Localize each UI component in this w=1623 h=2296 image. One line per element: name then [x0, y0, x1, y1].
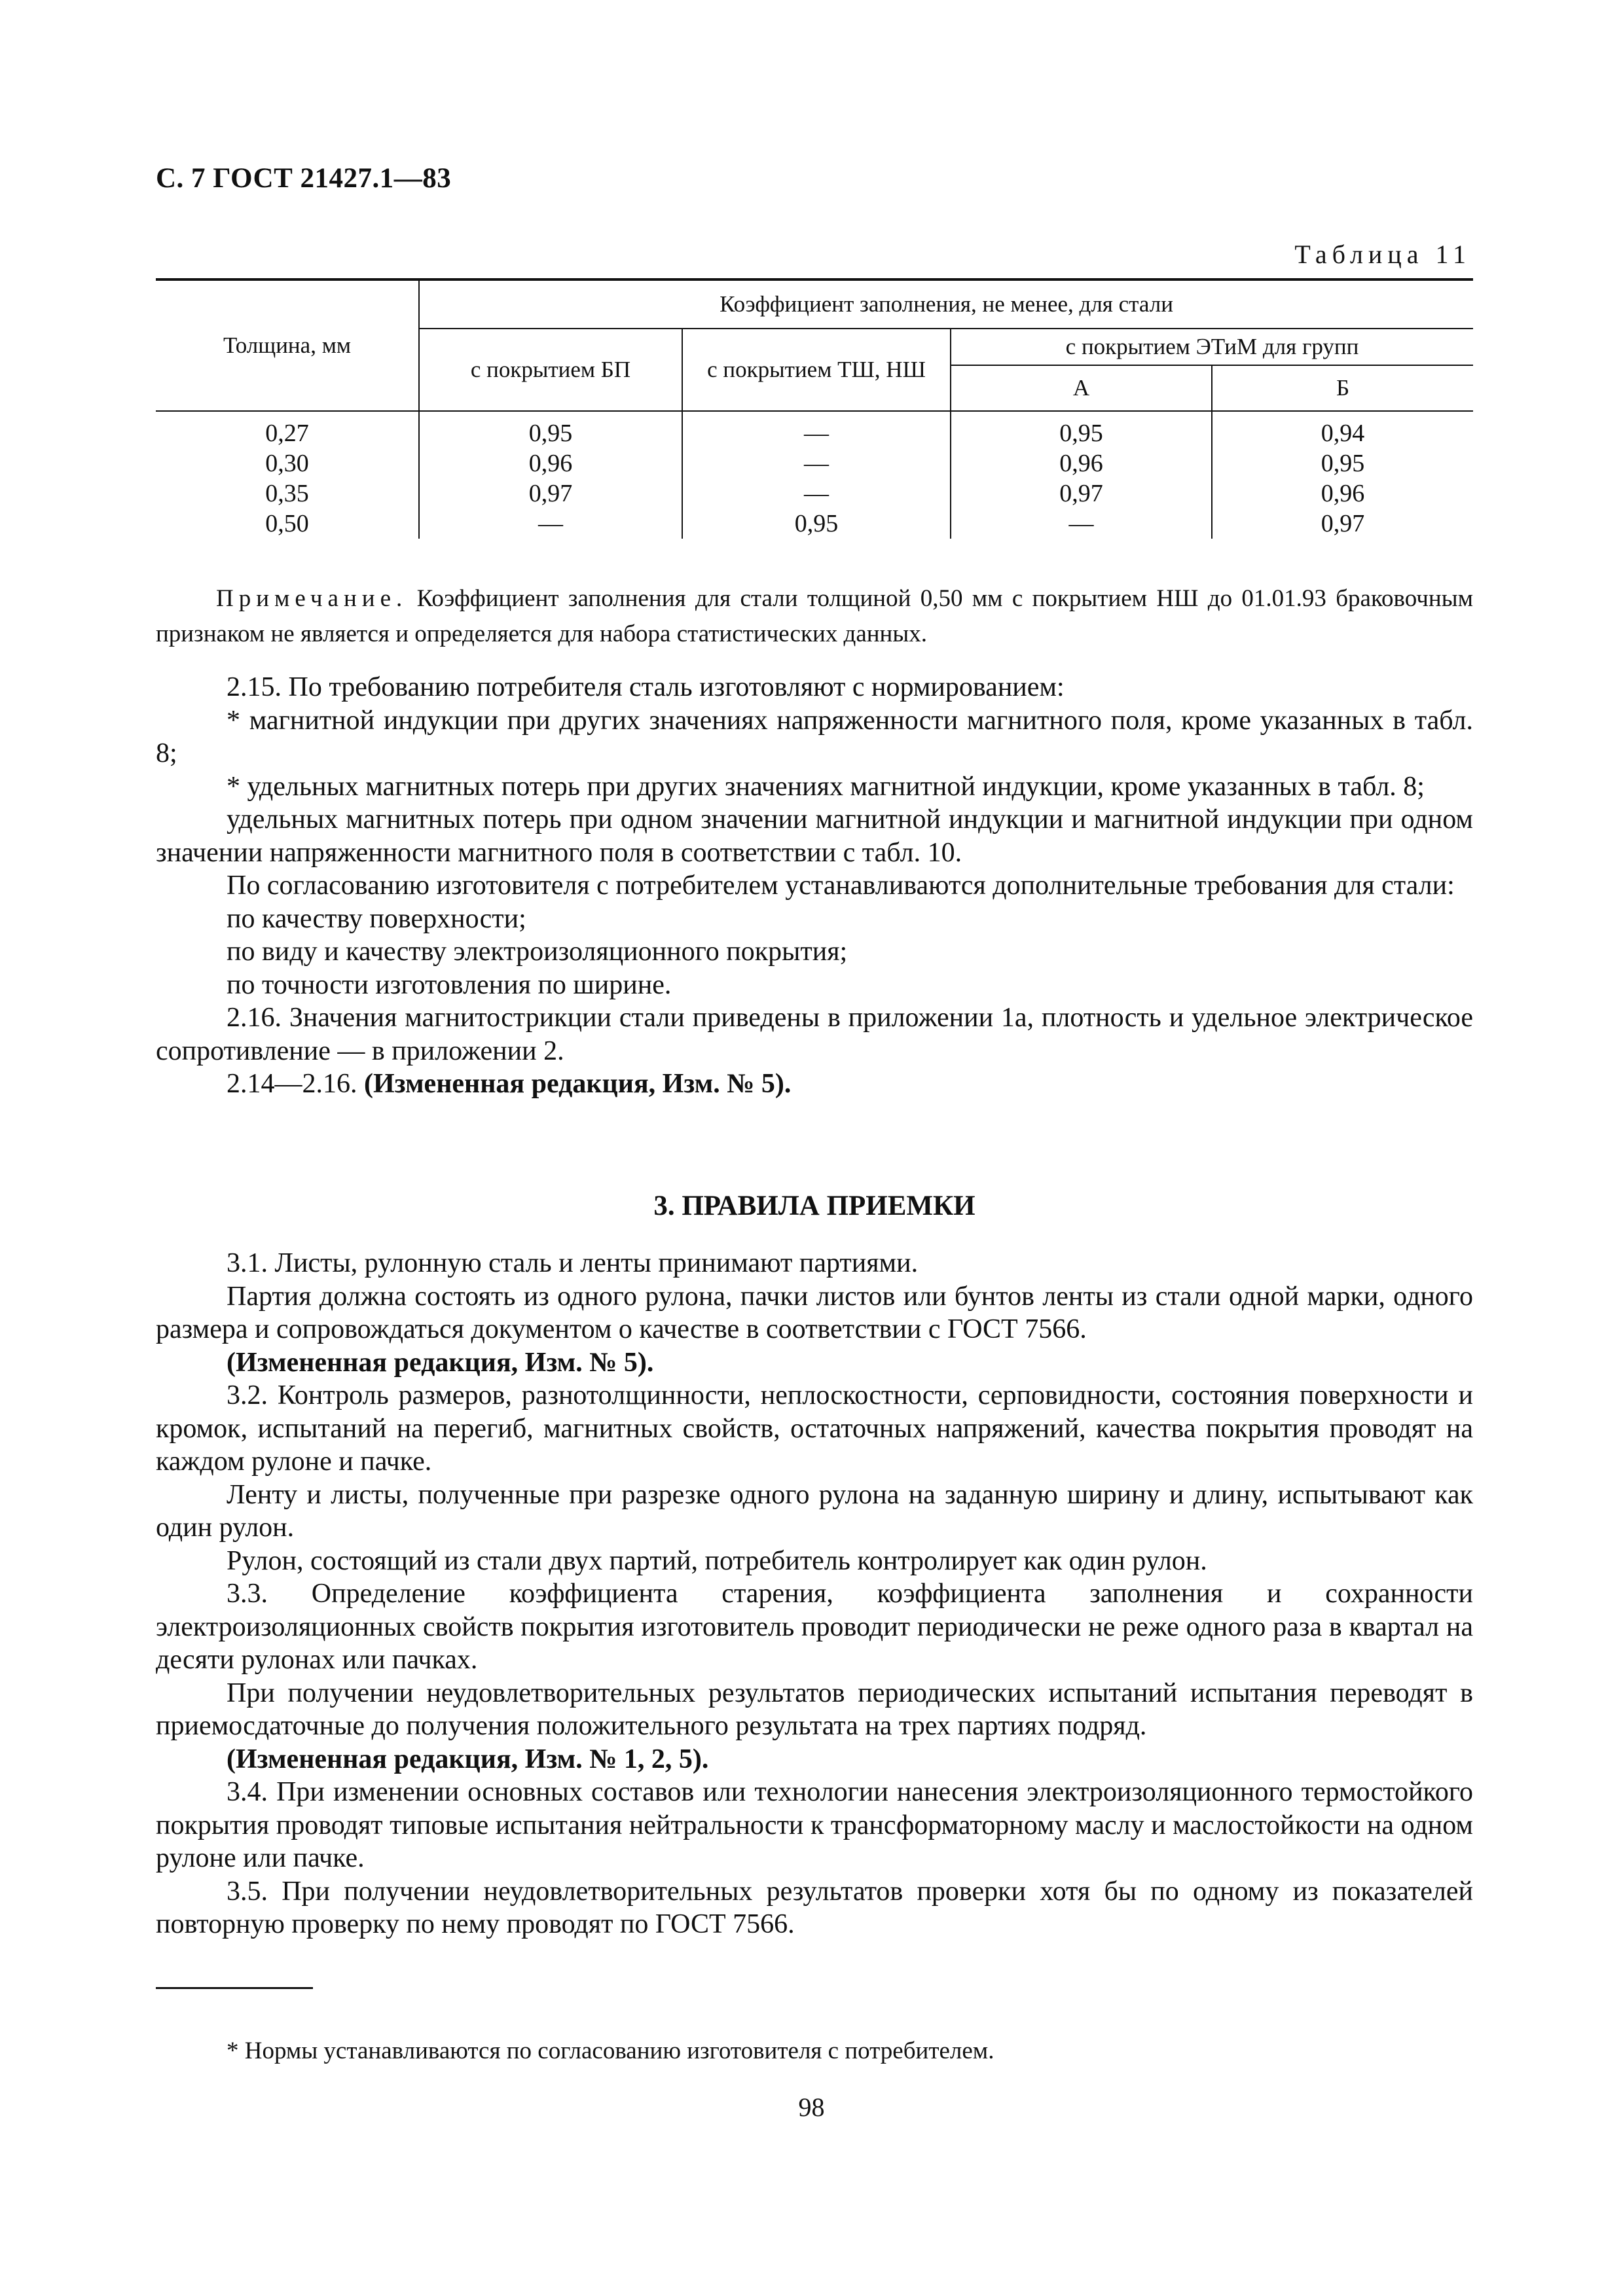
header-bp: с покрытием БП [419, 329, 682, 411]
cell-bp: 0,96 [419, 448, 682, 478]
table-row [156, 418, 1473, 448]
paragraph: 3.2. Контроль размеров, разнотолщинности, неплоскостности, серповидности, состояния поверхности и кромок, испытаний на перегиб, магнитных свойств, остаточных напряжений, качества покрытия проводят на каждом рулоне и пачке. [156, 1380, 1473, 1477]
note-text: Коэффициент заполнения для стали толщиной 0,50 мм с покрытием НШ до 01.01.93 браковочным признаком не является и определяется для набора статистических данных. [156, 585, 1473, 647]
header-thickness: Толщина, мм [156, 279, 419, 411]
page-header: С. 7 ГОСТ 21427.1—83 [156, 163, 452, 194]
header-group-a: А [951, 365, 1212, 411]
cell-b: 0,96 [1212, 478, 1473, 509]
table-row [156, 478, 1473, 509]
paragraph: по качеству поверхности; [227, 903, 526, 934]
cell-tsh: — [682, 478, 951, 509]
paragraph: по точности изготовления по ширине. [227, 969, 672, 1000]
paragraph: * магнитной индукции при других значениях напряженности магнитного поля, кроме указанных в табл. 8; [156, 705, 1473, 768]
section-2-continued [156, 671, 1473, 1101]
cell-a: 0,95 [951, 418, 1212, 448]
cell-bp: 0,95 [419, 418, 682, 448]
paragraph: 3.3. Определение коэффициента старения, коэффициента заполнения и сохранности электроизоляционных свойств покрытия изготовитель проводит периодически не реже одного раза в квартал на десяти рулонах или пачках. [156, 1579, 1473, 1675]
amendment-note [156, 1743, 1473, 1776]
paragraph: Ленту и листы, полученные при разрезке одного рулона на заданную ширину и длину, испытывают как один рулон. [156, 1479, 1473, 1543]
fill-factor-table [156, 278, 1473, 539]
header-fill-factor: Коэффициент заполнения, не менее, для стали [419, 279, 1473, 329]
section-3 [156, 1247, 1473, 1941]
cell-tsh: — [682, 448, 951, 478]
amendment-note [156, 1346, 1473, 1380]
cell-thickness: 0,30 [265, 450, 309, 477]
cell-b: 0,94 [1212, 418, 1473, 448]
table-row [156, 448, 1473, 478]
paragraph: Партия должна состоять из одного рулона, пачки листов или бунтов ленты из стали одной марки, одного размера и сопровождаться документом о качестве в соответствии с ГОСТ 7566. [156, 1281, 1473, 1344]
paragraph: * удельных магнитных потерь при других значениях магнитной индукции, кроме указанных в табл. 8; [227, 771, 1425, 802]
cell-bp: 0,97 [419, 478, 682, 509]
cell-tsh: — [682, 418, 951, 448]
header-group-b: Б [1212, 365, 1473, 411]
footnote-divider [156, 1987, 313, 1989]
cell-thickness: 0,27 [265, 420, 309, 447]
cell-a: 0,97 [951, 478, 1212, 509]
amendment-bold: (Измененная редакция, Изм. № 5). [364, 1069, 792, 1099]
paragraph: По согласованию изготовителя с потребителем устанавливаются дополнительные требования для стали: [227, 870, 1455, 901]
note-lead: Примечание. [216, 585, 408, 612]
cell-b: 0,97 [1212, 509, 1473, 539]
table-note [156, 581, 1473, 652]
cell-a: — [951, 509, 1212, 539]
header-etim: с покрытием ЭТиМ для групп [951, 329, 1473, 365]
paragraph: Рулон, состоящий из стали двух партий, потребитель контролирует как один рулон. [227, 1545, 1207, 1576]
amendment-prefix: 2.14—2.16. [227, 1069, 364, 1099]
cell-thickness: 0,35 [265, 480, 309, 507]
footnote: * Нормы устанавливаются по согласованию изготовителя с потребителем. [227, 2037, 994, 2064]
paragraph: 2.15. По требованию потребителя сталь изготовляют с нормированием: [227, 672, 1065, 702]
paragraph: При получении неудовлетворительных результатов периодических испытаний испытания переводят в приемосдаточные до получения положительного результата на трех партиях подряд. [156, 1677, 1473, 1741]
page-number: 98 [798, 2092, 825, 2122]
paragraph: по виду и качеству электроизоляционного покрытия; [227, 937, 848, 967]
table-caption: Таблица 11 [1294, 240, 1471, 269]
amendment-note [156, 1067, 1473, 1101]
header-tsh: с покрытием ТШ, НШ [682, 329, 951, 411]
table-row [156, 509, 1473, 539]
paragraph: удельных магнитных потерь при одном значении магнитной индукции и магнитной индукции при одном значении напряженности магнитного поля в соответствии с табл. 10. [156, 804, 1473, 868]
paragraph: 3.5. При получении неудовлетворительных результатов проверки хотя бы по одному из показателей повторную проверку по нему проводят по ГОСТ 7566. [156, 1876, 1473, 1939]
cell-b: 0,95 [1212, 448, 1473, 478]
cell-thickness: 0,50 [265, 510, 309, 537]
paragraph: 3.1. Листы, рулонную сталь и ленты принимают партиями. [227, 1248, 919, 1278]
amendment-bold: (Измененная редакция, Изм. № 1, 2, 5). [227, 1744, 709, 1774]
paragraph: 2.16. Значения магнитострикции стали приведены в приложении 1а, плотность и удельное электрическое сопротивление — в приложении 2. [156, 1003, 1473, 1066]
amendment-bold: (Измененная редакция, Изм. № 5). [227, 1347, 654, 1378]
cell-tsh: 0,95 [682, 509, 951, 539]
cell-bp: — [419, 509, 682, 539]
cell-a: 0,96 [951, 448, 1212, 478]
section-title: 3. ПРАВИЛА ПРИЕМКИ [653, 1191, 976, 1221]
paragraph: 3.4. При изменении основных составов или технологии нанесения электроизоляционного термостойкого покрытия проводят типовые испытания нейтральности к трансформаторному маслу и маслостойкости на одном рулоне или пачке. [156, 1777, 1473, 1873]
